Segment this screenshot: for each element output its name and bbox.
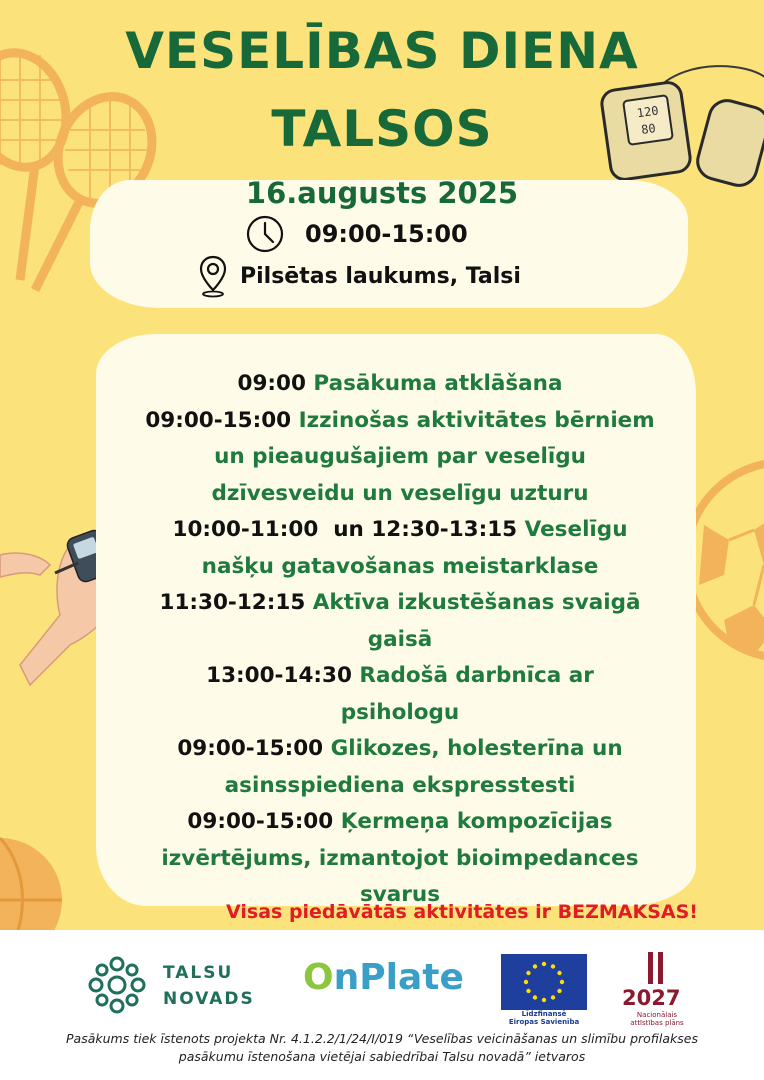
- time-row: [245, 216, 468, 252]
- program-row: gaisā: [367, 626, 433, 652]
- project-note: Pasākums tiek īstenots projekta Nr. 4.1.2.2/1/24/I/019 “Veselības veicināšanas un slimību profilakses pasākumu īstenošana vietējai sabiedrībai Talsu novadā” ietvaros: [66, 1031, 698, 1064]
- page-title: [0, 20, 764, 160]
- onplate-logo: OnPlate: [303, 957, 464, 998]
- eu-flag-logo: [501, 954, 587, 1010]
- program-row: 09:00-15:00 Glikozes, holesterīna un: [177, 736, 623, 761]
- title-line-1: VESELĪBAS DIENA: [125, 22, 639, 80]
- program-row: dzīvesveidu un veselīgu uzturu: [211, 480, 589, 506]
- clock-icon: [245, 214, 285, 254]
- program-row: asinsspiediena ekspresstesti: [224, 772, 576, 798]
- program-row: našķu gatavošanas meistarklase: [201, 553, 599, 579]
- program-row: 09:00-15:00 Izzinošas aktivitātes bērniem: [145, 407, 655, 433]
- program-list: [100, 366, 700, 914]
- svg-text:80: 80: [640, 121, 657, 137]
- location-pin-icon: [198, 254, 228, 298]
- event-place: Pilsētas laukums, Talsi: [240, 263, 521, 289]
- svg-text:120: 120: [636, 103, 660, 121]
- np2027-logo: [646, 952, 666, 986]
- title-line-2: TALSOS: [271, 100, 493, 158]
- np2027-year: 2027: [622, 986, 681, 1010]
- program-row: 09:00-15:00 Ķermeņa kompozīcijas: [187, 809, 613, 834]
- program-row: 09:00 Pasākuma atklāšana: [237, 371, 563, 396]
- talsu-novads-logo: [84, 952, 150, 1018]
- talsu-novads-text: TALSU NOVADS: [163, 963, 255, 1009]
- event-time: 09:00-15:00: [305, 220, 468, 248]
- program-row: psihologu: [340, 699, 460, 725]
- place-row: [198, 254, 521, 298]
- program-row: 11:30-12:15 Aktīva izkustēšanas svaigā: [159, 590, 641, 615]
- eu-caption: Līdzfinansē Eiropas Savienība: [508, 1010, 580, 1026]
- program-row: izvērtējums, izmantojot bioimpedances: [161, 845, 639, 871]
- event-date: 16.augusts 2025: [245, 176, 519, 210]
- program-row: svarus: [359, 882, 441, 907]
- program-row: un pieaugušajiem par veselīgu: [214, 444, 586, 469]
- program-row: 10:00-11:00 un 12:30-13:15 Veselīgu: [172, 517, 628, 542]
- np2027-caption: Nacionālais attīstības plāns: [630, 1011, 684, 1027]
- program-row: 13:00-14:30 Radošā darbnīca ar: [206, 663, 594, 688]
- free-activities-note: Visas piedāvātās aktivitātes ir BEZMAKSAS!: [226, 901, 698, 923]
